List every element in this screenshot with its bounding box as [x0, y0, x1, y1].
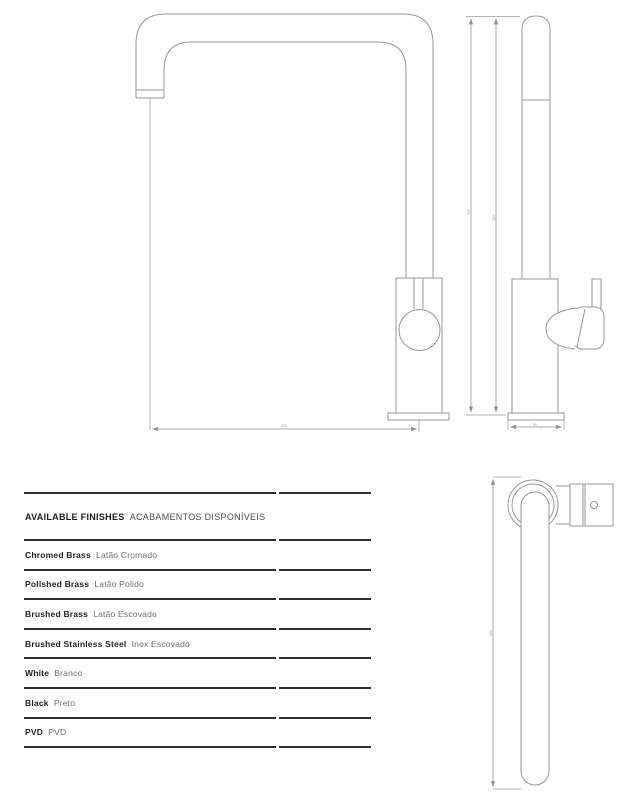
handle-rod [592, 279, 601, 309]
dimension-label: 355 [467, 209, 471, 215]
finish-row [24, 630, 371, 658]
finish-name-en: Black [25, 697, 49, 708]
spout-tube-plan [521, 492, 549, 785]
finish-row [24, 689, 371, 717]
faucet-body [512, 279, 558, 413]
dimension-label: 220 [281, 424, 287, 428]
finish-name-pt: PVD [48, 727, 67, 738]
finish-name-pt: Latão Polido [94, 579, 145, 590]
table-header [24, 494, 371, 539]
handle-screw-hole [591, 502, 598, 509]
table-title-pt: ACABAMENTOS DISPONÍVEIS [129, 511, 266, 522]
table-rule [24, 746, 371, 748]
dimension-label: 300 [492, 215, 496, 221]
finish-row [24, 659, 371, 687]
dimension-label: 220 [489, 630, 493, 636]
finish-name-pt: Inox Escovado [131, 638, 190, 649]
available-finishes-table [24, 492, 371, 748]
spout-tip [136, 90, 164, 98]
handle-lever-plan [585, 484, 613, 526]
finish-name-en: PVD [25, 727, 44, 738]
handle-joint-circle [399, 310, 440, 351]
finish-name-pt: Latão Escovado [93, 608, 157, 619]
finish-row [24, 600, 371, 628]
finish-name-en: Brushed Stainless Steel [25, 638, 127, 649]
spout-outline-inner [164, 42, 406, 278]
top-view-drawing [489, 477, 613, 789]
handle-hub [570, 484, 583, 526]
front-view-drawing [136, 14, 449, 432]
finish-name-en: Brushed Brass [25, 608, 89, 619]
finish-name-pt: Branco [54, 668, 83, 679]
side-view-drawing [466, 16, 604, 430]
finish-row [24, 571, 371, 599]
finish-row [24, 719, 371, 747]
base-plate [388, 413, 449, 420]
spout-outline-outer [136, 14, 433, 278]
spout-tube-side [522, 16, 550, 279]
finish-row [24, 541, 371, 569]
base-plate [508, 413, 564, 420]
finish-name-en: Chromed Brass [25, 549, 91, 560]
finish-name-en: Polished Brass [25, 579, 90, 590]
dimension-label: 50 [533, 423, 537, 427]
finish-name-en: White [25, 668, 50, 679]
table-title-en: AVAILABLE FINISHES [25, 511, 125, 522]
finish-name-pt: Latão Cromado [96, 549, 158, 560]
finish-name-pt: Preto [53, 697, 76, 708]
